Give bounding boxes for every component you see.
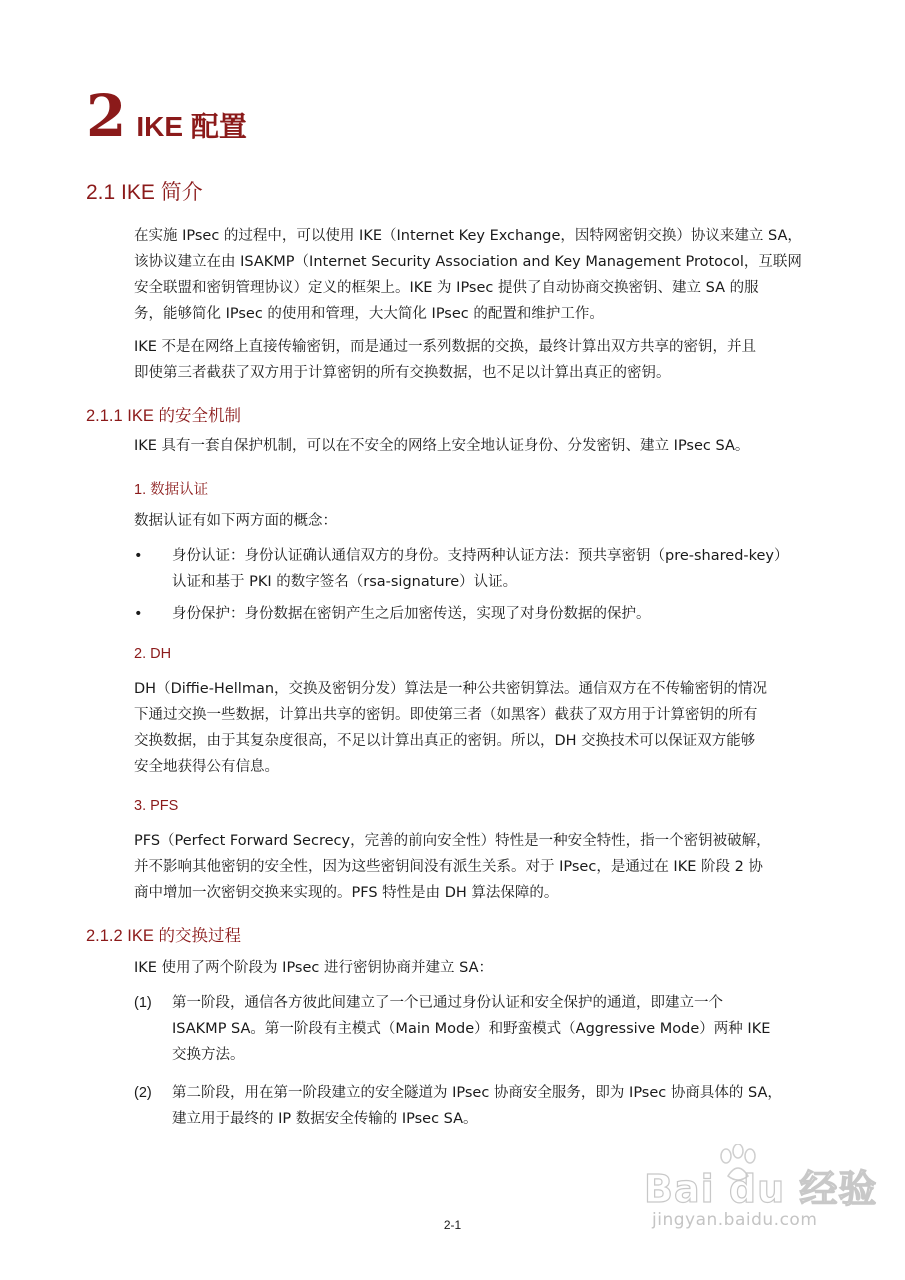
- watermark-brand: Bai du 经验: [644, 1167, 878, 1211]
- section-heading-2-1-2: 2.1.2 IKE 的交换过程: [86, 927, 241, 945]
- section-heading-2-1-1: 2.1.1 IKE 的安全机制: [86, 407, 241, 425]
- text-line: ISAKMP SA。第一阶段有主模式（Main Mode）和野蛮模式（Aggressive Mode）两种 IKE: [172, 1021, 771, 1037]
- text-line: IKE 具有一套自保护机制，可以在不安全的网络上安全地认证身份、分发密钥、建立 IPsec SA。: [134, 438, 750, 454]
- text-line: 第二阶段，用在第一阶段建立的安全隧道为 IPsec 协商安全服务，即为 IPsec 协商具体的 SA，: [172, 1085, 782, 1101]
- paragraph-dh: [134, 676, 820, 780]
- paragraph-ike-key-exchange: [134, 334, 820, 386]
- text-line: 身份认证：身份认证确认通信双方的身份。支持两种认证方法：预共享密钥（pre-shared-key）: [172, 548, 789, 564]
- paragraph-ike-intro: [134, 223, 820, 327]
- text-line: 认证和基于 PKI 的数字签名（rsa-signature）认证。: [172, 574, 518, 590]
- bullet-icon: •: [134, 548, 143, 564]
- text-line: 即使第三者截获了双方用于计算密钥的所有交换数据，也不足以计算出真正的密钥。: [134, 365, 671, 381]
- item-text: [172, 990, 820, 1068]
- text-line: 该协议建立在由 ISAKMP（Internet Security Association and Key Management Protocol，互联网: [134, 254, 802, 270]
- text-line: DH（Diffie-Hellman，交换及密钥分发）算法是一种公共密钥算法。通信双方在不传输密钥的情况: [134, 681, 768, 697]
- paragraph-security-intro: [134, 433, 820, 459]
- text-line: IKE 不是在网络上直接传输密钥，而是通过一系列数据的交换，最终计算出双方共享的密钥，并且: [134, 339, 757, 355]
- page-number: 2-1: [443, 1218, 462, 1232]
- text-line: 并不影响其他密钥的安全性，因为这些密钥间没有派生关系。对于 IPsec，是通过在 IKE 阶段 2 协: [134, 859, 763, 875]
- bullet-icon: •: [134, 606, 143, 622]
- text-line: 建立用于最终的 IP 数据安全传输的 IPsec SA。: [172, 1111, 478, 1127]
- bullet-text: [172, 601, 820, 627]
- paragraph-data-auth-intro: [134, 508, 820, 534]
- text-line: 安全地获得公有信息。: [134, 759, 279, 775]
- subheading-data-auth: 1. 数据认证: [134, 482, 209, 498]
- paragraph-exchange-intro: [134, 955, 820, 981]
- text-line: 务，能够简化 IPsec 的使用和管理，大大简化 IPsec 的配置和维护工作。: [134, 306, 604, 322]
- chapter-title: [86, 82, 247, 150]
- baidu-jingyan-watermark: [644, 1150, 878, 1260]
- text-line: 交换数据，由于其复杂度很高，不足以计算出真正的密钥。所以，DH 交换技术可以保证双方能够: [134, 733, 756, 749]
- watermark-url: jingyan.baidu.com: [652, 1210, 818, 1230]
- text-line: 身份保护：身份数据在密钥产生之后加密传送，实现了对身份数据的保护。: [172, 606, 651, 622]
- text-line: 数据认证有如下两方面的概念：: [134, 513, 337, 529]
- chapter-name: IKE 配置: [136, 111, 247, 142]
- text-line: 交换方法。: [172, 1047, 245, 1063]
- paw-icon: [716, 1144, 762, 1184]
- paragraph-pfs: [134, 828, 820, 906]
- chapter-number: 2: [86, 82, 127, 150]
- item-text: [172, 1080, 820, 1132]
- text-line: 第一阶段，通信各方彼此间建立了一个已通过身份认证和安全保护的通道，即建立一个: [172, 995, 723, 1011]
- section-heading-2-1: 2.1 IKE 简介: [86, 181, 203, 204]
- text-line: 安全联盟和密钥管理协议）定义的框架上。IKE 为 IPsec 提供了自动协商交换密钥、建立 SA 的服: [134, 280, 759, 296]
- item-number: (2): [134, 1085, 152, 1101]
- subheading-pfs: 3. PFS: [134, 798, 179, 814]
- bullet-text: [172, 543, 820, 595]
- text-line: PFS（Perfect Forward Secrecy，完善的前向安全性）特性是一种安全特性，指一个密钥被破解，: [134, 833, 771, 849]
- text-line: IKE 使用了两个阶段为 IPsec 进行密钥协商并建立 SA：: [134, 960, 493, 976]
- subheading-dh: 2. DH: [134, 646, 172, 662]
- item-number: (1): [134, 995, 152, 1011]
- text-line: 下通过交换一些数据，计算出共享的密钥。即使第三者（如黑客）截获了双方用于计算密钥的所有: [134, 707, 758, 723]
- text-line: 在实施 IPsec 的过程中，可以使用 IKE（Internet Key Exchange，因特网密钥交换）协议来建立 SA，: [134, 228, 802, 244]
- text-line: 商中增加一次密钥交换来实现的。PFS 特性是由 DH 算法保障的。: [134, 885, 559, 901]
